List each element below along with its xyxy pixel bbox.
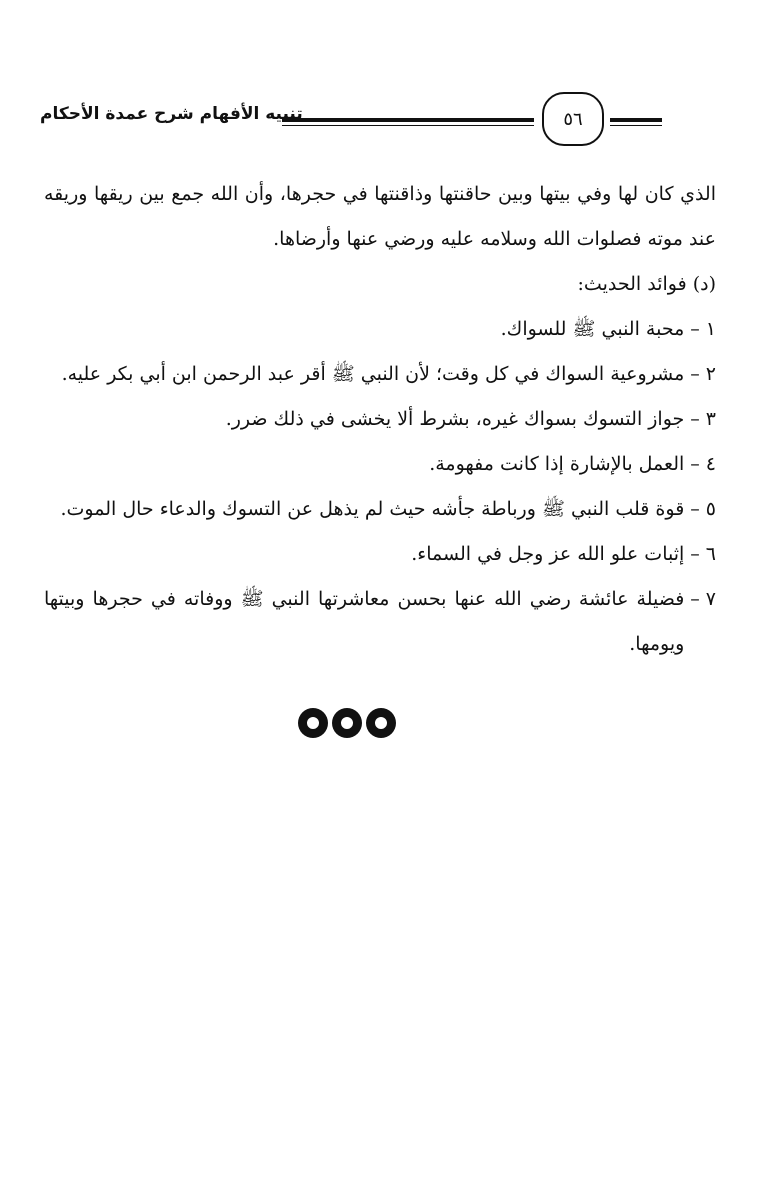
list-item-dash: – bbox=[690, 453, 700, 475]
list-item-dash: – bbox=[690, 408, 700, 430]
list-item-number: ١ bbox=[705, 318, 716, 340]
list-item-number: ٧ bbox=[705, 588, 716, 610]
rosette-icon bbox=[366, 708, 396, 738]
list-item-text: العمل بالإشارة إذا كانت مفهومة. bbox=[429, 453, 685, 475]
list-item bbox=[44, 532, 716, 577]
section-heading: (د) فوائد الحديث: bbox=[577, 273, 716, 295]
list-item-text: مشروعية السواك في كل وقت؛ لأن النبي ﷺ أقر عبد الرحمن ابن أبي بكر عليه. bbox=[61, 363, 685, 385]
header-rule-short-thin bbox=[610, 125, 662, 126]
intro-line-1: الذي كان لها وفي بيتها وبين حاقنتها وذاقنتها في حجرها، وأن الله جمع بين ريقها bbox=[94, 183, 716, 205]
list-item bbox=[44, 577, 716, 667]
list-item bbox=[44, 352, 716, 397]
rosette-icon bbox=[332, 708, 362, 738]
rosette-icon bbox=[298, 708, 328, 738]
list-item-dash: – bbox=[690, 498, 700, 520]
list-item-dash: – bbox=[690, 588, 700, 610]
list-item-number: ٤ bbox=[705, 453, 716, 475]
page-body bbox=[44, 172, 716, 667]
page-header bbox=[30, 92, 730, 152]
list-item-dash: – bbox=[690, 363, 700, 385]
header-rule-thin bbox=[282, 125, 534, 126]
list-item-dash: – bbox=[690, 318, 700, 340]
ornament-rosettes bbox=[292, 708, 402, 742]
book-title: تنبيه الأفهام شرح عمدة الأحكام bbox=[40, 104, 303, 124]
list-item-dash: – bbox=[690, 543, 700, 565]
list-item-number: ٦ bbox=[705, 543, 716, 565]
list-item-number: ٢ bbox=[705, 363, 716, 385]
list-item bbox=[44, 442, 716, 487]
list-item bbox=[44, 307, 716, 352]
list-item-text: جواز التسوك بسواك غيره، بشرط ألا يخشى في ذلك ضرر. bbox=[225, 408, 685, 430]
list-item-number: ٣ bbox=[705, 408, 716, 430]
list-item bbox=[44, 487, 716, 532]
intro-line-2: وريقه عند موته فصلوات الله وسلامه عليه ورضي عنها وأرضاها. bbox=[44, 183, 716, 250]
header-rule-short-thick bbox=[610, 118, 662, 122]
list-item-text: فضيلة عائشة رضي الله عنها بحسن معاشرتها النبي ﷺ ووفاته في حجرها وبيتها ويومها. bbox=[44, 588, 685, 655]
page-number: ٥٦ bbox=[542, 92, 604, 146]
list-item bbox=[44, 397, 716, 442]
header-rule-thick bbox=[282, 118, 534, 122]
list-item-text: إثبات علو الله عز وجل في السماء. bbox=[411, 543, 685, 565]
list-item-number: ٥ bbox=[705, 498, 716, 520]
list-item-text: محبة النبي ﷺ للسواك. bbox=[500, 318, 685, 340]
list-item-text: قوة قلب النبي ﷺ ورباطة جأشه حيث لم يذهل عن التسوك والدعاء حال الموت. bbox=[60, 498, 685, 520]
intro-paragraph bbox=[44, 172, 716, 262]
